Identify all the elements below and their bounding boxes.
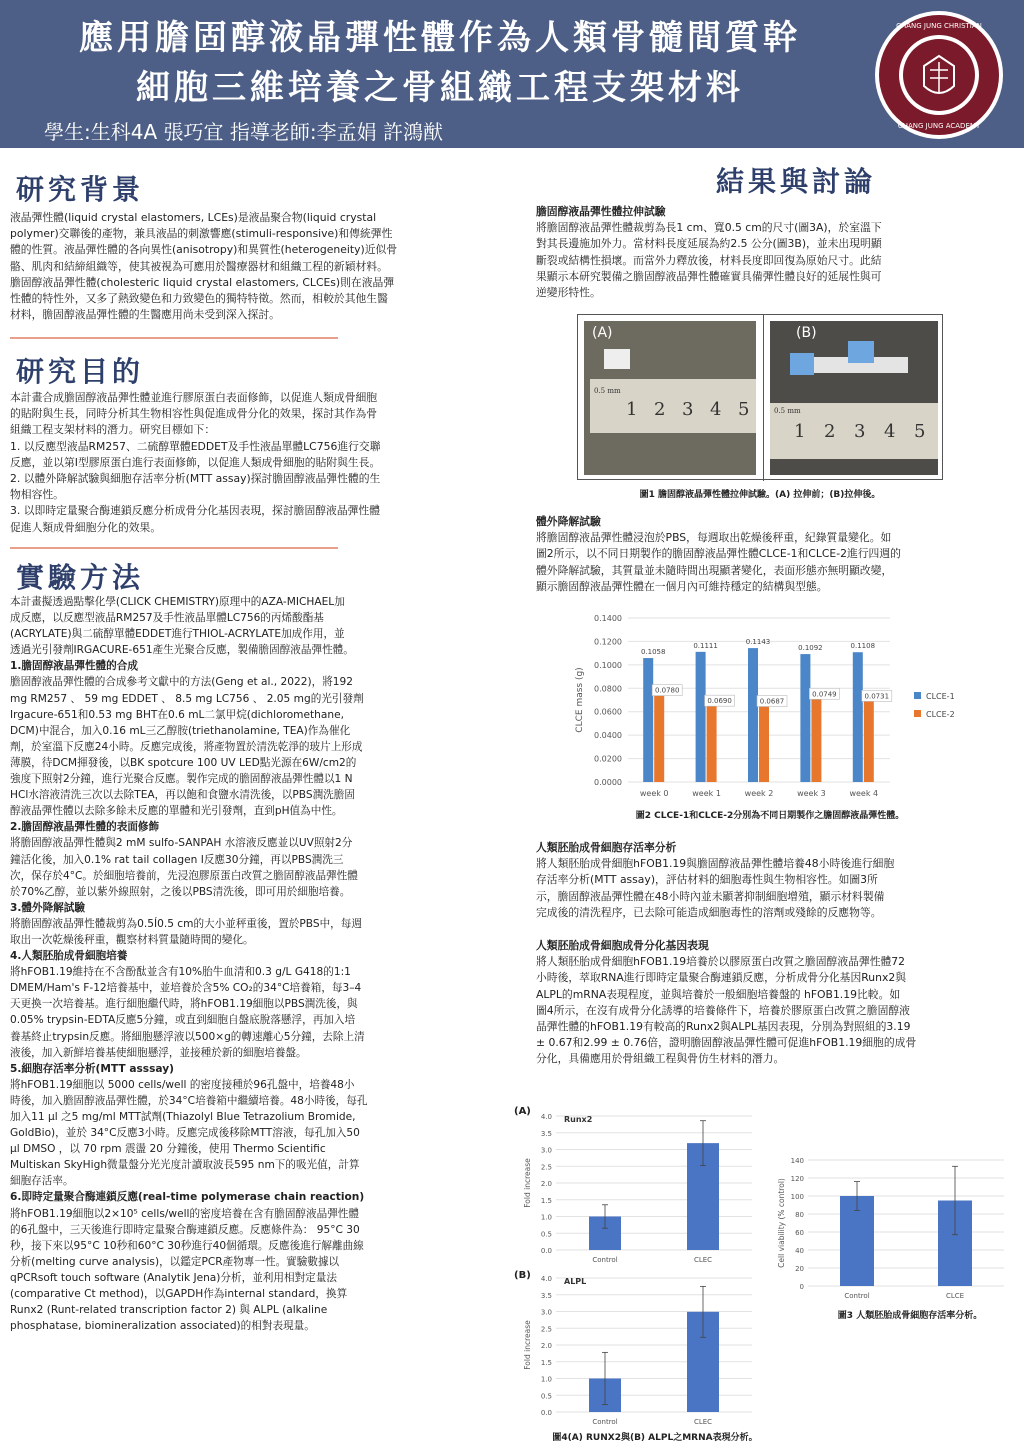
- y-tick-label: 0.0200: [594, 754, 622, 764]
- tape-left: [790, 353, 814, 375]
- x-tick-label: week 0: [639, 789, 669, 798]
- results-viability-body: [536, 840, 998, 921]
- text-line: 體外降解試驗，其質量並未隨時間出現顯著變化，表面形態亦無明顯改變，: [536, 563, 893, 577]
- data-label: 0.1108: [850, 642, 876, 651]
- y-tick-label: 0.0800: [594, 684, 622, 694]
- result-subheading: 人類胚胎成骨細胞存活率分析: [536, 841, 677, 854]
- y-tick-label: 2.0: [540, 1342, 552, 1350]
- figure-4a-label: (A): [514, 1106, 531, 1117]
- text-line: 鐘活化後，加入0.1% rat tail collagen I反應30分鐘，再以PBS潤洗三: [10, 853, 344, 866]
- legend-entry: CLCE-1: [926, 692, 955, 701]
- x-tick-label: CLEC: [693, 1418, 713, 1426]
- text-line: 膽固醇液晶彈性體的合成參考文獻中的方法(Geng et al., 2022)，將192: [10, 676, 354, 689]
- text-line: 細胞存活率。: [10, 1175, 74, 1188]
- text-line: 促進人類成骨細胞分化的效果。: [10, 520, 162, 534]
- y-tick-label: 2.5: [540, 1325, 552, 1334]
- poster-header: [0, 0, 1024, 148]
- text-line: 組織工程支架材料的潛力。研究目標如下：: [10, 423, 216, 437]
- bar-clce-2: [707, 701, 717, 782]
- methods-heading: 實驗方法: [16, 561, 145, 594]
- text-line: 顯示膽固醇液晶彈性體在一個月內可維持穩定的結構與型態。: [536, 579, 828, 593]
- x-tick-label: Control: [592, 1256, 618, 1264]
- results-gene-body: [536, 938, 1020, 1068]
- poster-title-line-1: 應用膽固醇液晶彈性體作為人類骨髓間質幹: [79, 18, 801, 58]
- figure-1b-photo: [770, 321, 938, 475]
- ruler-number: 1: [794, 421, 806, 442]
- y-tick-label: 1.0: [540, 1375, 552, 1384]
- text-line: 果顯示本研究製備之膽固醇液晶彈性體確實具備彈性體良好的延展性與可: [536, 269, 882, 283]
- y-tick-label: 0.0600: [594, 707, 622, 717]
- text-line: 體的性質。液晶彈性體的各向異性(anisotropy)和異質性(heterogeneity)近似骨: [10, 243, 398, 257]
- figure-1-frame: [577, 314, 943, 480]
- methods-body: [10, 594, 486, 1334]
- data-label: 0.0749: [812, 690, 837, 699]
- text-line: Irgacure-651和0.53 mg BHT在0.6 mL二氯甲烷(dichloromethane,: [10, 708, 344, 721]
- y-tick-label: 3.5: [540, 1291, 552, 1300]
- ruler: [770, 403, 938, 459]
- text-line: 完成後的清洗程序，已去除可能造成細胞毒性的溶劑或殘餘的反應物等。: [536, 905, 882, 919]
- figure-4-caption: 圖4(A) RUNX2與(B) ALPL之MRNA表現分析。: [552, 1433, 758, 1443]
- results-heading: 結果與討論: [716, 165, 877, 198]
- text-line: 將膽固醇液晶彈性體與2 mM sulfo-SANPAH 水溶液反應並以UV照射2分: [10, 837, 353, 850]
- text-line: 小時後，萃取RNA進行即時定量聚合酶連鎖反應，分析成骨分化基因Runx2與: [536, 971, 907, 985]
- text-line: 將hFOB1.19細胞以 5000 cells/well 的密度接種於96孔盤中，培養48小: [10, 1078, 355, 1091]
- x-tick-label: week 4: [849, 789, 879, 798]
- text-line: 的貼附與生長，同時分析其生物相容性與促進成骨分化的效果，探討其作為骨: [10, 407, 378, 421]
- y-tick-label: 0.1000: [594, 660, 622, 670]
- text-line: 分析(melting curve analysis)，以鑑定PCR產物專一性。實驗數據以: [10, 1255, 340, 1268]
- data-label: 0.1111: [693, 641, 718, 650]
- y-tick-label: 0.5: [540, 1230, 552, 1239]
- y-tick-label: 0: [799, 1283, 804, 1291]
- text-line: 斷裂或結構性損壞。而當外力釋放後，材料長度即回復為原始尺寸。此結: [536, 253, 882, 267]
- text-line: 2. 以體外降解試驗與細胞存活率分析(MTT assay)探討膽固醇液晶彈性體的生: [10, 472, 381, 486]
- method-subheading: 3.體外降解試驗: [10, 901, 85, 914]
- legend-swatch: [914, 710, 921, 717]
- tape-right: [848, 341, 874, 363]
- y-tick-label: 0.0: [540, 1409, 552, 1417]
- text-line: ALPL的mRNA表現程度，並與培養於一般細胞培養盤的 hFOB1.19比較。如: [536, 987, 901, 1001]
- text-line: GoldBio)，並於 34°C反應3小時。反應完成後移除MTT溶液，每孔加入50: [10, 1127, 360, 1140]
- y-tick-label: 120: [790, 1175, 804, 1183]
- x-tick-label: week 2: [744, 789, 774, 798]
- text-line: Runx2 (Runt-related transcription factor 2) 與 ALPL (alkaline: [10, 1304, 328, 1317]
- text-line: 將人類胚胎成骨細胞hFOB1.19與膽固醇液晶彈性體培養48小時後進行細胞: [536, 857, 895, 871]
- y-tick-label: 140: [790, 1157, 804, 1165]
- text-line: 天更換一次培養基。進行細胞繼代時，將hFOB1.19細胞以PBS潤洗後，與: [10, 998, 358, 1011]
- text-line: DMEM/Ham's F-12培養基中，並培養於含5% CO₂的34°C培養箱，每3–4: [10, 982, 362, 995]
- text-line: 材料，膽固醇液晶彈性體的生醫應用尚未受到深入探討。: [10, 308, 280, 322]
- bar-clce-2: [811, 694, 821, 782]
- aim-heading: 研究目的: [16, 355, 145, 388]
- text-line: 秒，接下來以95°C 10秒和60°C 30秒進行40個循環。反應後進行解離曲線: [10, 1239, 364, 1252]
- text-line: ± 0.67和2.99 ± 0.76倍，證明膽固醇液晶彈性體可促進hFOB1.19細胞的成骨: [536, 1036, 917, 1050]
- method-subheading: 2.膽固醇液晶彈性體的表面修飾: [10, 821, 160, 834]
- sample-strip: [604, 349, 630, 369]
- text-line: 的6孔盤中，三天後進行即時定量聚合酶連鎖反應。反應條件為： 95°C 30: [10, 1223, 360, 1236]
- data-label: 0.1058: [640, 648, 666, 657]
- section-divider: [10, 547, 338, 549]
- y-tick-label: 2.0: [540, 1180, 552, 1188]
- text-line: 對其長邊施加外力。當材料長度延展為約2.5 公分(圖3B)，並未出現明顯: [536, 237, 882, 251]
- y-tick-label: 60: [795, 1229, 804, 1237]
- background-body: [10, 210, 468, 323]
- svg-text:CHANG JUNG CHRISTIAN: CHANG JUNG CHRISTIAN: [896, 22, 982, 30]
- text-line: 將hFOB1.19細胞以2×10⁵ cells/well的密度培養在含有膽固醇液晶彈性體: [10, 1207, 359, 1220]
- text-line: Multiskan SkyHigh微量盤分光光度計讀取波長595 nm下的吸光值，計算: [10, 1159, 360, 1172]
- ruler-number: 5: [914, 421, 926, 442]
- method-subheading: 4.人類胚胎成骨細胞培養: [10, 950, 128, 963]
- text-line: 膽固醇液晶彈性體(cholesteric liquid crystal elastomers, CLCEs)則在液晶彈: [10, 275, 395, 289]
- y-tick-label: 0.0400: [594, 731, 622, 741]
- text-line: 次，保存於4°C。於細胞培養前，先浸泡膠原蛋白改質之膽固醇液晶彈性體: [10, 869, 358, 882]
- text-line: 存活率分析(MTT assay)，評估材料的細胞毒性與生物相容性。如圖3所: [536, 873, 878, 887]
- bar-clce-2: [654, 691, 664, 782]
- legend-swatch: [914, 692, 921, 699]
- y-tick-label: 80: [795, 1211, 804, 1219]
- ruler-number: 2: [824, 421, 836, 442]
- ruler-number: 5: [738, 399, 750, 420]
- text-line: 強度下照射2分鐘，進行光聚合反應。製作完成的膽固醇液晶彈性體以1 N: [10, 773, 353, 786]
- result-subheading: 膽固醇液晶彈性體拉伸試驗: [536, 205, 666, 218]
- text-line: 將膽固醇液晶彈性體浸泡於PBS，每週取出乾燥後秤重，紀錄質量變化。如: [536, 531, 892, 545]
- figure-4a-chart: [520, 1108, 760, 1268]
- text-line: 將膽固醇液晶彈性體裁剪為長1 cm、寬0.5 cm的尺寸(圖3A)，於室溫下: [536, 221, 882, 235]
- x-tick-label: week 3: [797, 789, 826, 798]
- method-subheading: 6.即時定量聚合酶連鎖反應(real-time polymerase chain reaction): [10, 1191, 365, 1204]
- text-line: 薄膜，待DCM揮發後，以BK spotcure 100 UV LED點光源在6W/cm2的: [10, 756, 357, 769]
- authors-line: 學生:生科4A 張巧宜 指導老師:李孟娟 許鴻猷: [44, 120, 443, 144]
- y-axis-label: Fold increase: [523, 1320, 532, 1370]
- text-line: phosphatase, biomineralization associated)的相對表現量。: [10, 1320, 315, 1333]
- figure-1a-label: (A): [592, 325, 613, 341]
- poster-title-line-2: 細胞三維培養之骨組織工程支架材料: [136, 68, 744, 108]
- y-tick-label: 1.5: [540, 1358, 552, 1367]
- text-line: 0.05% trypsin-EDTA反應5分鐘，或直到細胞自盤底脫落懸浮，再加入培: [10, 1014, 356, 1027]
- result-subheading: 人類胚胎成骨細胞成骨分化基因表現: [536, 939, 709, 952]
- chart-title: ALPL: [564, 1277, 587, 1286]
- x-tick-label: Control: [844, 1292, 870, 1300]
- text-line: 透過光引發劑IRGACURE-651產生光聚合反應，製備膽固醇液晶彈性體。: [10, 644, 354, 657]
- text-line: 性體的特性外，又多了熱致變色和力致變色的獨特特徵。然而，相較於其他生醫: [10, 292, 388, 306]
- figure-4b-label: (B): [514, 1270, 531, 1281]
- text-line: 骼、肌肉和結締組織等，使其被視為可應用於醫療器材和組織工程的新穎材料。: [10, 259, 388, 273]
- text-line: 本計畫擬透過點擊化學(CLICK CHEMISTRY)原理中的AZA-MICHAEL加: [10, 596, 345, 608]
- text-line: polymer)交聯後的產物，兼具液晶的刺激響應(stimuli-responsive)和傳統彈性: [10, 227, 393, 241]
- y-tick-label: 40: [795, 1247, 804, 1255]
- ruler-unit: 0.5 mm: [594, 387, 621, 395]
- bar-clce-1: [853, 652, 863, 782]
- section-divider: [10, 337, 338, 339]
- text-line: HCl水溶液清洗三次以去除TEA，再以飽和食鹽水清洗後，以PBS潤洗膽固: [10, 789, 355, 802]
- figure-divider: [763, 315, 764, 481]
- x-tick-label: week 1: [692, 789, 721, 798]
- text-line: DCM)中混合，加入0.16 mL三乙醇胺(triethanolamine, TEA)作為催化: [10, 724, 351, 737]
- y-axis-label: Cell viability (% control): [777, 1178, 786, 1268]
- method-subheading: 5.細胞存活率分析(MTT asssay): [10, 1062, 174, 1075]
- text-line: 加入11 μl 之5 mg/ml MTT試劑(Thiazolyl Blue Tetrazolium Bromide,: [10, 1111, 356, 1123]
- y-tick-label: 0.1400: [594, 614, 622, 623]
- text-line: 醇液晶彈性體以去除多餘未反應的單體和光引發劑，直到pH值為中性。: [10, 805, 343, 818]
- figure-1-caption: 圖1 膽固醇液晶彈性體拉伸試驗。(A) 拉伸前；(B)拉伸後。: [639, 490, 881, 500]
- text-line: 反應，並以第I型膠原蛋白進行表面修飾，以促進人類成骨細胞的貼附與生長。: [10, 455, 381, 469]
- text-line: qPCRsoft touch software (Analytik Jena)分析，並利用相對定量法: [10, 1271, 337, 1284]
- y-tick-label: 1.5: [540, 1196, 552, 1205]
- text-line: 晶彈性體的hFOB1.19有較高的Runx2與ALPL基因表現，分別為對照組的3.19: [536, 1020, 911, 1034]
- bar-clce-1: [748, 648, 758, 782]
- data-label: 0.0731: [864, 692, 890, 701]
- university-logo: [872, 8, 1006, 142]
- text-line: 成反應，以反應型液晶RM257及手性液晶單體LC756的丙烯酸酯基: [10, 612, 324, 625]
- results-degradation-body: [536, 514, 1006, 595]
- figure-1b-label: (B): [796, 325, 817, 341]
- y-axis-label: Fold increase: [523, 1158, 532, 1208]
- bar-clce-2: [759, 702, 769, 782]
- text-line: 將膽固醇液晶彈性體裁剪為0.5Í0.5 cm的大小並秤重後，置於PBS中，每週: [10, 917, 362, 930]
- y-tick-label: 4.0: [540, 1113, 552, 1121]
- ruler-number: 2: [654, 399, 666, 420]
- text-line: μl DMSO ，以 70 rpm 震盪 20 分鐘後，使用 Thermo Scientific: [10, 1143, 326, 1156]
- text-line: 養基終止trypsin反應。將細胞懸浮液以500×g的轉速離心5分鐘，去除上清: [10, 1030, 365, 1043]
- figure-4b-chart: [520, 1270, 760, 1430]
- background-heading: 研究背景: [16, 173, 145, 206]
- text-line: 液晶彈性體(liquid crystal elastomers, LCEs)是液晶聚合物(liquid crystal: [10, 211, 377, 224]
- figure-2-chart: [570, 606, 990, 802]
- data-label: 0.0690: [707, 697, 732, 706]
- ruler-number: 3: [854, 421, 866, 442]
- y-tick-label: 0.1200: [594, 637, 622, 647]
- text-line: 1. 以反應型液晶RM257、二硫醇單體EDDET及手性液晶單體LC756進行交聯: [10, 439, 381, 453]
- data-label: 0.0780: [654, 686, 680, 695]
- y-tick-label: 0.5: [540, 1392, 552, 1401]
- data-label: 0.0687: [759, 697, 785, 706]
- x-tick-label: CLCE: [945, 1292, 965, 1300]
- y-tick-label: 4.0: [540, 1275, 552, 1283]
- x-tick-label: CLEC: [693, 1256, 713, 1264]
- text-line: 圖2所示，以不同日期製作的膽固醇液晶彈性體CLCE-1和CLCE-2進行四週的: [536, 547, 901, 561]
- text-line: 示，膽固醇液晶彈性體在48小時內並未顯著抑制細胞增殖，顯示材料製備: [536, 889, 885, 903]
- y-tick-label: 2.5: [540, 1163, 552, 1172]
- result-subheading: 體外降解試驗: [536, 515, 601, 528]
- y-tick-label: 3.0: [540, 1308, 552, 1317]
- text-line: 於70%乙醇，並以紫外線照射，之後以PBS清洗後，即可用於細胞培養。: [10, 885, 351, 898]
- y-tick-label: 0.0000: [594, 778, 622, 787]
- results-tensile-body: [536, 204, 998, 301]
- text-line: 分化，具備應用於骨組織工程與骨仿生材料的潛力。: [536, 1052, 785, 1066]
- figure-3-chart: [774, 1150, 1010, 1304]
- text-line: 將人類胚胎成骨細胞hFOB1.19培養於以膠原蛋白改質之膽固醇液晶彈性體72: [536, 955, 906, 969]
- ruler-number: 4: [710, 399, 722, 420]
- text-line: (ACRYLATE)與二硫醇單體EDDET進行THIOL-ACRYLATE加成作用，並: [10, 628, 345, 641]
- figure-2-caption: 圖2 CLCE-1和CLCE-2分別為不同日期製作之膽固醇液晶彈性體。: [635, 811, 905, 821]
- y-tick-label: 3.0: [540, 1146, 552, 1155]
- text-line: 物相容性。: [10, 488, 64, 502]
- text-line: 3. 以即時定量聚合酶連鎖反應分析成骨分化基因表現，探討膽固醇液晶彈性體: [10, 504, 381, 518]
- y-tick-label: 100: [790, 1193, 804, 1201]
- legend-entry: CLCE-2: [926, 710, 955, 719]
- y-axis-label: CLCE mass (g): [575, 667, 585, 733]
- bar-clce-2: [864, 696, 874, 782]
- text-line: 液後，加入新鮮培養基使細胞懸浮，並接種於新的細胞培養盤。: [10, 1046, 307, 1059]
- y-tick-label: 0.0: [540, 1247, 552, 1255]
- text-line: 時後，加入膽固醇液晶彈性體，於34°C培養箱中繼續培養。48小時後，每孔: [10, 1094, 368, 1107]
- ruler-number: 1: [626, 399, 638, 420]
- text-line: 圖4所示，在沒有成骨分化誘導的培養條件下，培養於膠原蛋白改質之膽固醇液: [536, 1003, 910, 1017]
- text-line: (comparative Ct method)，以GAPDH作為internal standard，換算: [10, 1288, 348, 1301]
- bar-clce-1: [643, 658, 653, 782]
- chart-title: Runx2: [564, 1115, 593, 1124]
- ruler-number: 4: [884, 421, 896, 442]
- svg-text:CHANG JUNG ACADEMY: CHANG JUNG ACADEMY: [897, 122, 981, 130]
- x-tick-label: Control: [592, 1418, 618, 1426]
- text-line: 將hFOB1.19維持在不含酚酞並含有10%胎牛血清和0.3 g/L G418的1:1: [10, 966, 351, 979]
- ruler: [590, 379, 756, 433]
- y-tick-label: 3.5: [540, 1129, 552, 1138]
- text-line: 逆變形特性。: [536, 286, 601, 300]
- bar-clce-1: [696, 652, 706, 782]
- y-tick-label: 1.0: [540, 1213, 552, 1222]
- data-label: 0.1092: [798, 644, 823, 653]
- text-line: 本計畫合成膽固醇液晶彈性體並進行膠原蛋白表面修飾，以促進人類成骨細胞: [10, 391, 378, 404]
- figure-1a-photo: [584, 321, 756, 475]
- ruler-number: 3: [682, 399, 694, 420]
- aim-body: [10, 390, 498, 536]
- bar-clce-1: [800, 654, 810, 782]
- method-subheading: 1.膽固醇液晶彈性體的合成: [10, 660, 138, 673]
- figure-3-caption: 圖3 人類胚胎成骨細胞存活率分析。: [837, 1311, 983, 1321]
- ruler-unit: 0.5 mm: [774, 407, 801, 415]
- text-line: mg RM257 、 59 mg EDDET 、 8.5 mg LC756 、 2.05 mg的光引發劑: [10, 692, 364, 705]
- y-tick-label: 20: [795, 1265, 804, 1273]
- text-line: 劑，於室溫下反應24小時。反應完成後，將產物置於清洗乾淨的玻片上形成: [10, 740, 363, 753]
- text-line: 取出一次乾燥後秤重，觀察材料質量隨時間的變化。: [10, 933, 254, 946]
- data-label: 0.1143: [745, 638, 771, 647]
